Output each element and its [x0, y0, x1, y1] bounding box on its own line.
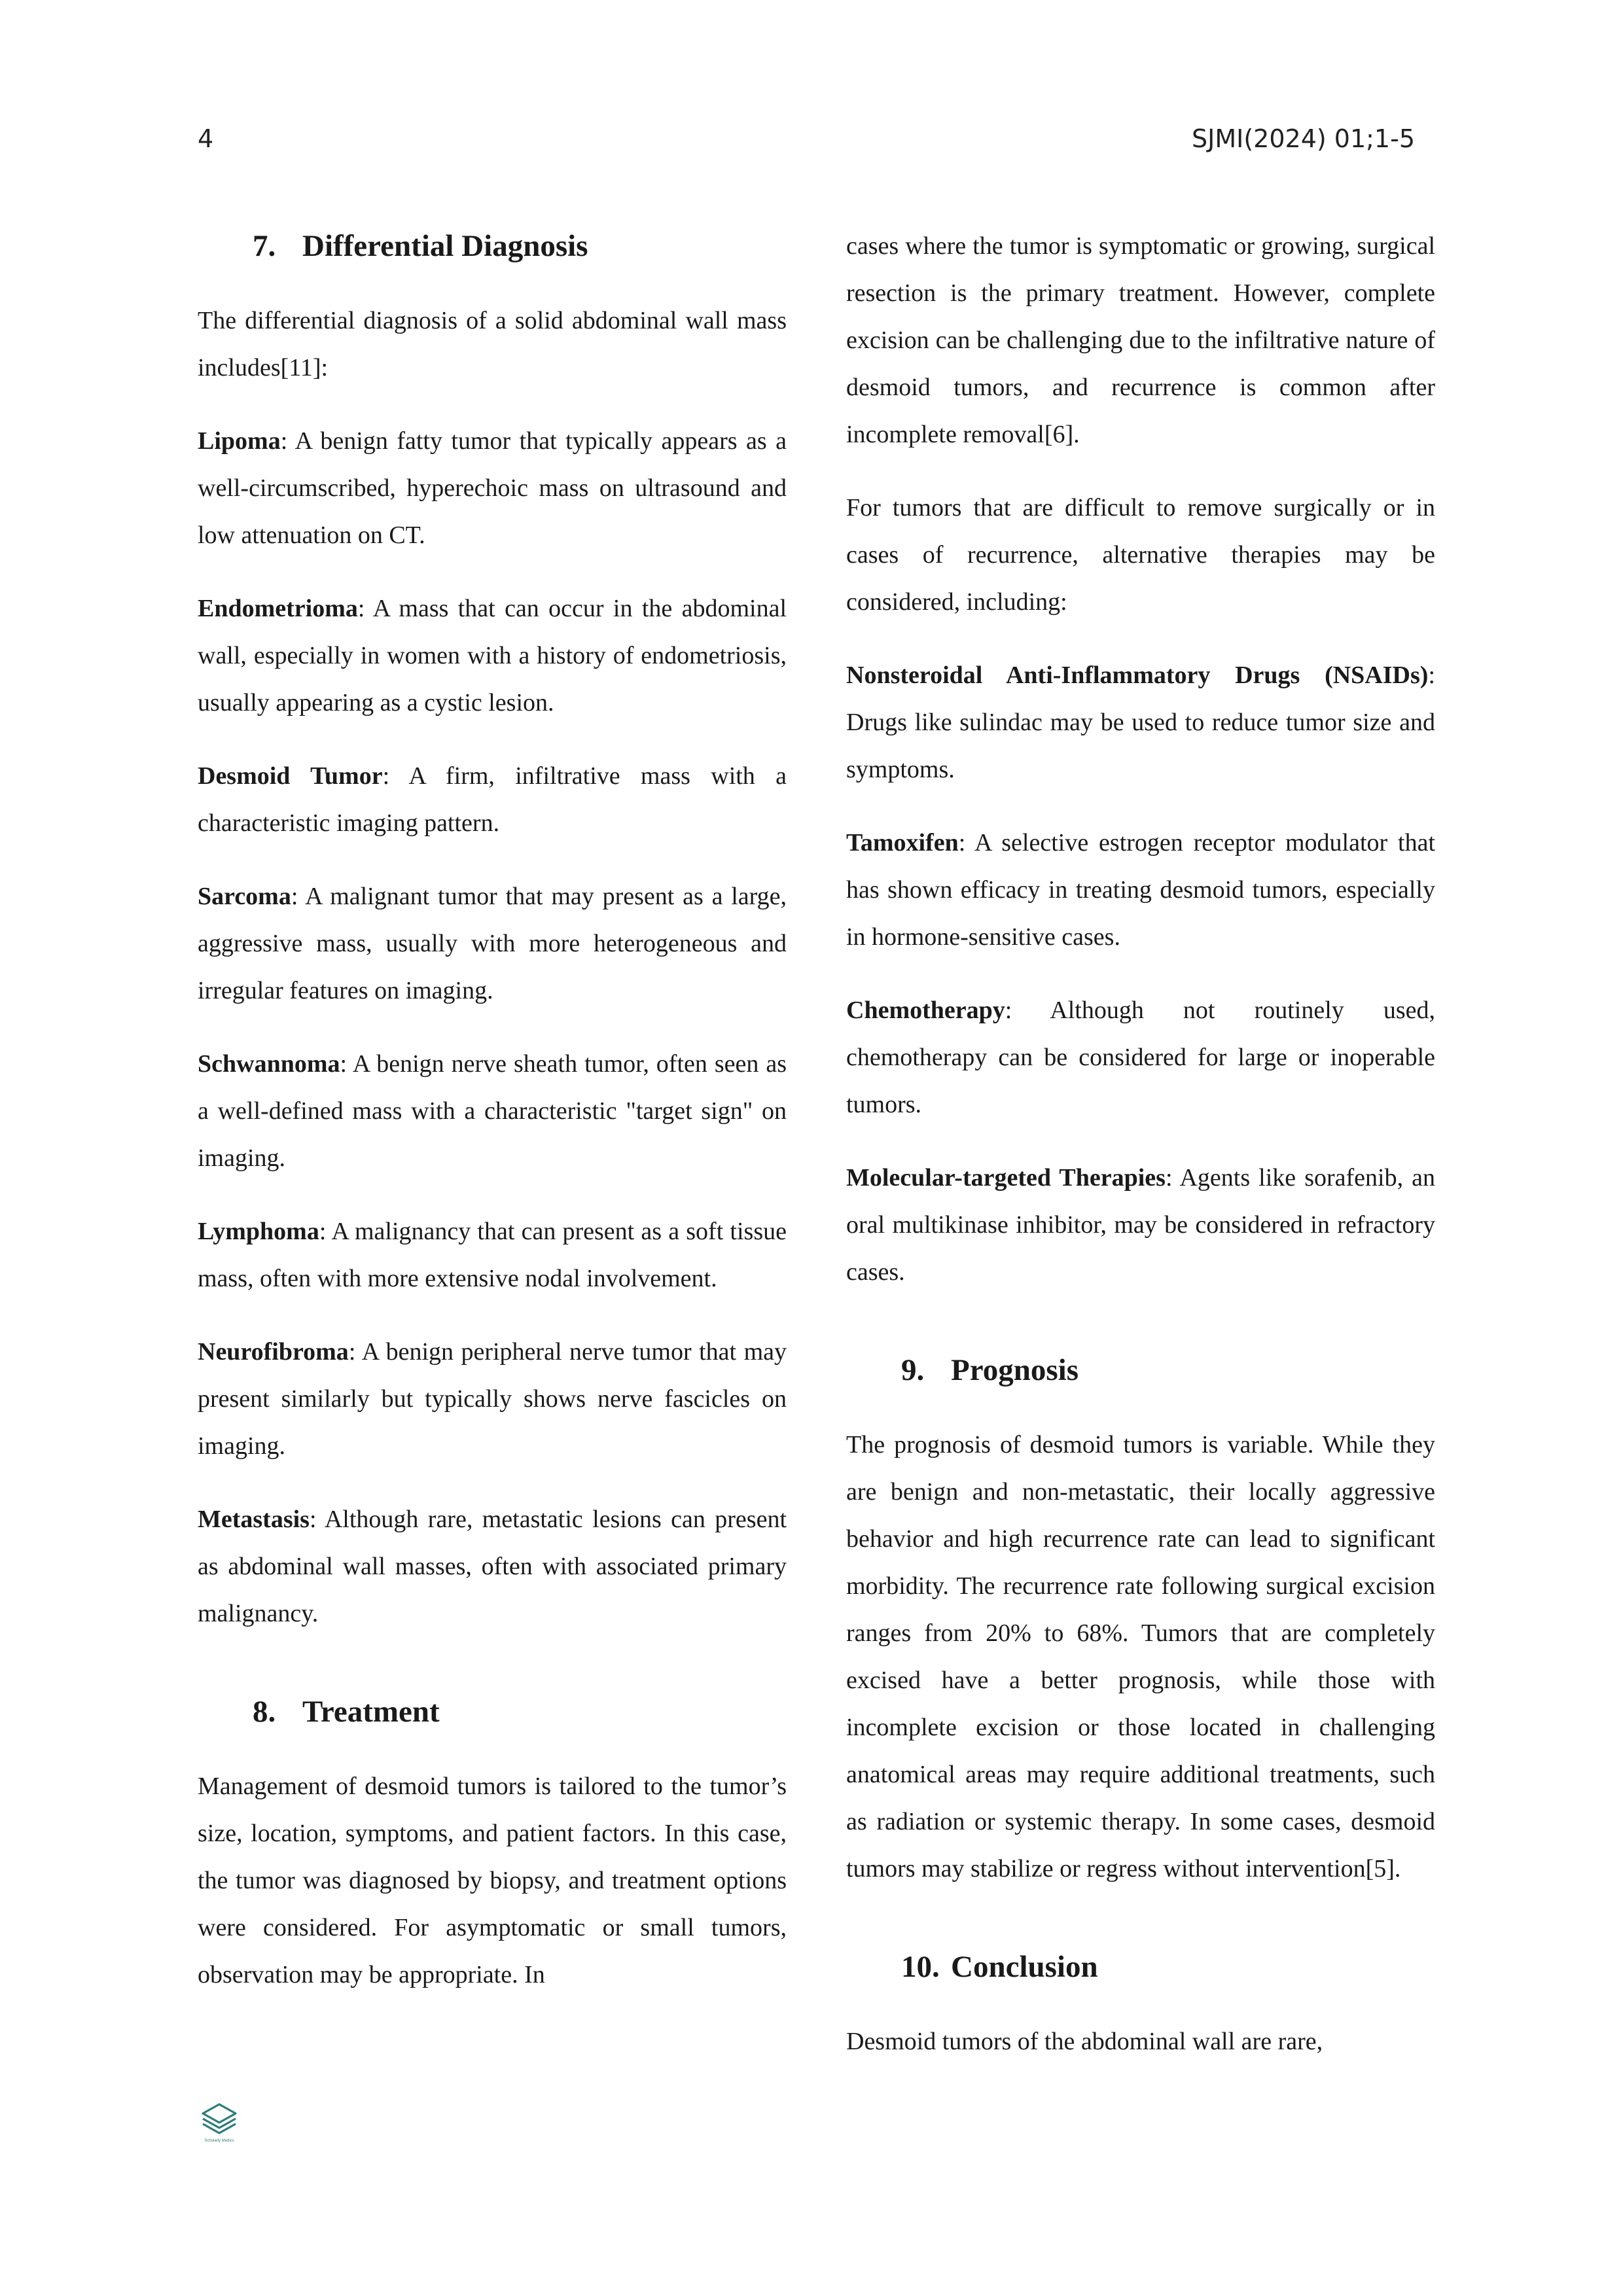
list-item-lipoma [198, 417, 787, 559]
term-description: : A malignant tumor that may present as a large, aggressive mass, usually with more heterogeneous and irregular features on imaging. [198, 883, 787, 1004]
term-label: Metastasis [198, 1506, 310, 1533]
term-label: Endometrioma [198, 595, 358, 622]
paragraph-intro: The differential diagnosis of a solid abdominal wall mass includes[11]: [198, 307, 787, 381]
logo-caption: Scholarly Medics [204, 2139, 234, 2143]
section-number: 8. [253, 1695, 276, 1729]
paragraph-alternative-therapies: For tumors that are difficult to remove surgically or in cases of recurrence, alternative therapies may be considered, including: [846, 494, 1435, 616]
term-label: Chemotherapy [846, 997, 1005, 1024]
term-label: Neurofibroma [198, 1338, 349, 1366]
list-item-neurofibroma [198, 1328, 787, 1470]
section-title: Conclusion [951, 1950, 1098, 1984]
term-description: : A selective estrogen receptor modulator that has shown efficacy in treating desmoid tumors, especially in hormone-sensitive cases. [846, 829, 1435, 951]
list-item-lymphoma [198, 1208, 787, 1302]
term-description: : A benign peripheral nerve tumor that may present similarly but typically shows nerve fascicles on imaging. [198, 1338, 787, 1460]
right-column [846, 222, 1435, 2065]
list-item-schwannoma [198, 1040, 787, 1182]
left-column [198, 222, 787, 1998]
page-number: 4 [198, 124, 214, 153]
section-number: 7. [253, 229, 276, 263]
list-item-tamoxifen [846, 819, 1435, 961]
list-item-sarcoma [198, 873, 787, 1014]
paragraph-conclusion-start: Desmoid tumors of the abdominal wall are rare, [846, 2028, 1323, 2055]
layered-diamond-logo-icon [196, 2102, 242, 2144]
section-number: 9. [901, 1353, 925, 1387]
term-label: Desmoid Tumor [198, 762, 383, 790]
term-label: Tamoxifen [846, 829, 959, 857]
journal-reference: SJMI(2024) 01;1-5 [1192, 124, 1415, 153]
term-label: Lymphoma [198, 1218, 319, 1245]
list-item-endometrioma [198, 585, 787, 726]
term-description: : A benign nerve sheath tumor, often seen as a well-defined mass with a characteristic "target sign" on imaging. [198, 1050, 787, 1172]
paragraph-treatment-start: Management of desmoid tumors is tailored to the tumor’s size, location, symptoms, and patient factors. In this case, the tumor was diagnosed by biopsy, and treatment options were considered. For asymptomatic or small tumors, observation may be appropriate. In [198, 1773, 787, 1988]
term-label: Molecular-targeted Therapies [846, 1164, 1166, 1192]
term-label: Lipoma [198, 427, 281, 455]
section-number: 10. [901, 1950, 940, 1984]
section-heading-treatment [198, 1688, 787, 1735]
term-description: : Although not routinely used, chemotherapy can be considered for large or inoperable tumors. [846, 997, 1435, 1118]
term-label: Nonsteroidal Anti-Inflammatory Drugs (NSAIDs) [846, 662, 1429, 689]
term-description: : A benign fatty tumor that typically appears as a well-circumscribed, hyperechoic mass on ultrasound and low attenuation on CT. [198, 427, 787, 549]
term-label: Sarcoma [198, 883, 291, 910]
list-item-nsaids [846, 652, 1435, 793]
term-label: Schwannoma [198, 1050, 340, 1078]
term-description: : A firm, infiltrative mass with a characteristic imaging pattern. [198, 762, 787, 837]
section-heading-prognosis [846, 1347, 1435, 1394]
paragraph-treatment-continued: cases where the tumor is symptomatic or growing, surgical resection is the primary treatment. However, complete excision can be challenging due to the infiltrative nature of desmoid tumors, and recurrence is common after incomplete removal[6]. [846, 232, 1435, 448]
section-heading-differential-diagnosis [198, 222, 787, 270]
list-item-chemotherapy [846, 987, 1435, 1128]
section-title: Prognosis [951, 1353, 1079, 1387]
list-item-desmoid-tumor [198, 752, 787, 847]
list-item-metastasis [198, 1496, 787, 1637]
paragraph-prognosis: The prognosis of desmoid tumors is variable. While they are benign and non-metastatic, their locally aggressive behavior and high recurrence rate can lead to significant morbidity. The recurrence rate following surgical excision ranges from 20% to 68%. Tumors that are completely excised have a better prognosis, while those with incomplete excision or those located in challenging anatomical areas may require additional treatments, such as radiation or systemic therapy. In some cases, desmoid tumors may stabilize or regress without intervention[5]. [846, 1431, 1435, 1882]
term-description: : Although rare, metastatic lesions can present as abdominal wall masses, often with associated primary malignancy. [198, 1506, 787, 1627]
term-description: : Drugs like sulindac may be used to reduce tumor size and symptoms. [846, 662, 1435, 783]
section-title: Treatment [302, 1695, 440, 1729]
list-item-molecular-targeted-therapies [846, 1154, 1435, 1296]
section-title: Differential Diagnosis [302, 229, 588, 263]
term-description: : A malignancy that can present as a soft tissue mass, often with more extensive nodal involvement. [198, 1218, 787, 1292]
term-description: : Agents like sorafenib, an oral multikinase inhibitor, may be considered in refractory cases. [846, 1164, 1435, 1286]
section-heading-conclusion [846, 1943, 1435, 1990]
term-description: : A mass that can occur in the abdominal wall, especially in women with a history of endometriosis, usually appearing as a cystic lesion. [198, 595, 787, 716]
